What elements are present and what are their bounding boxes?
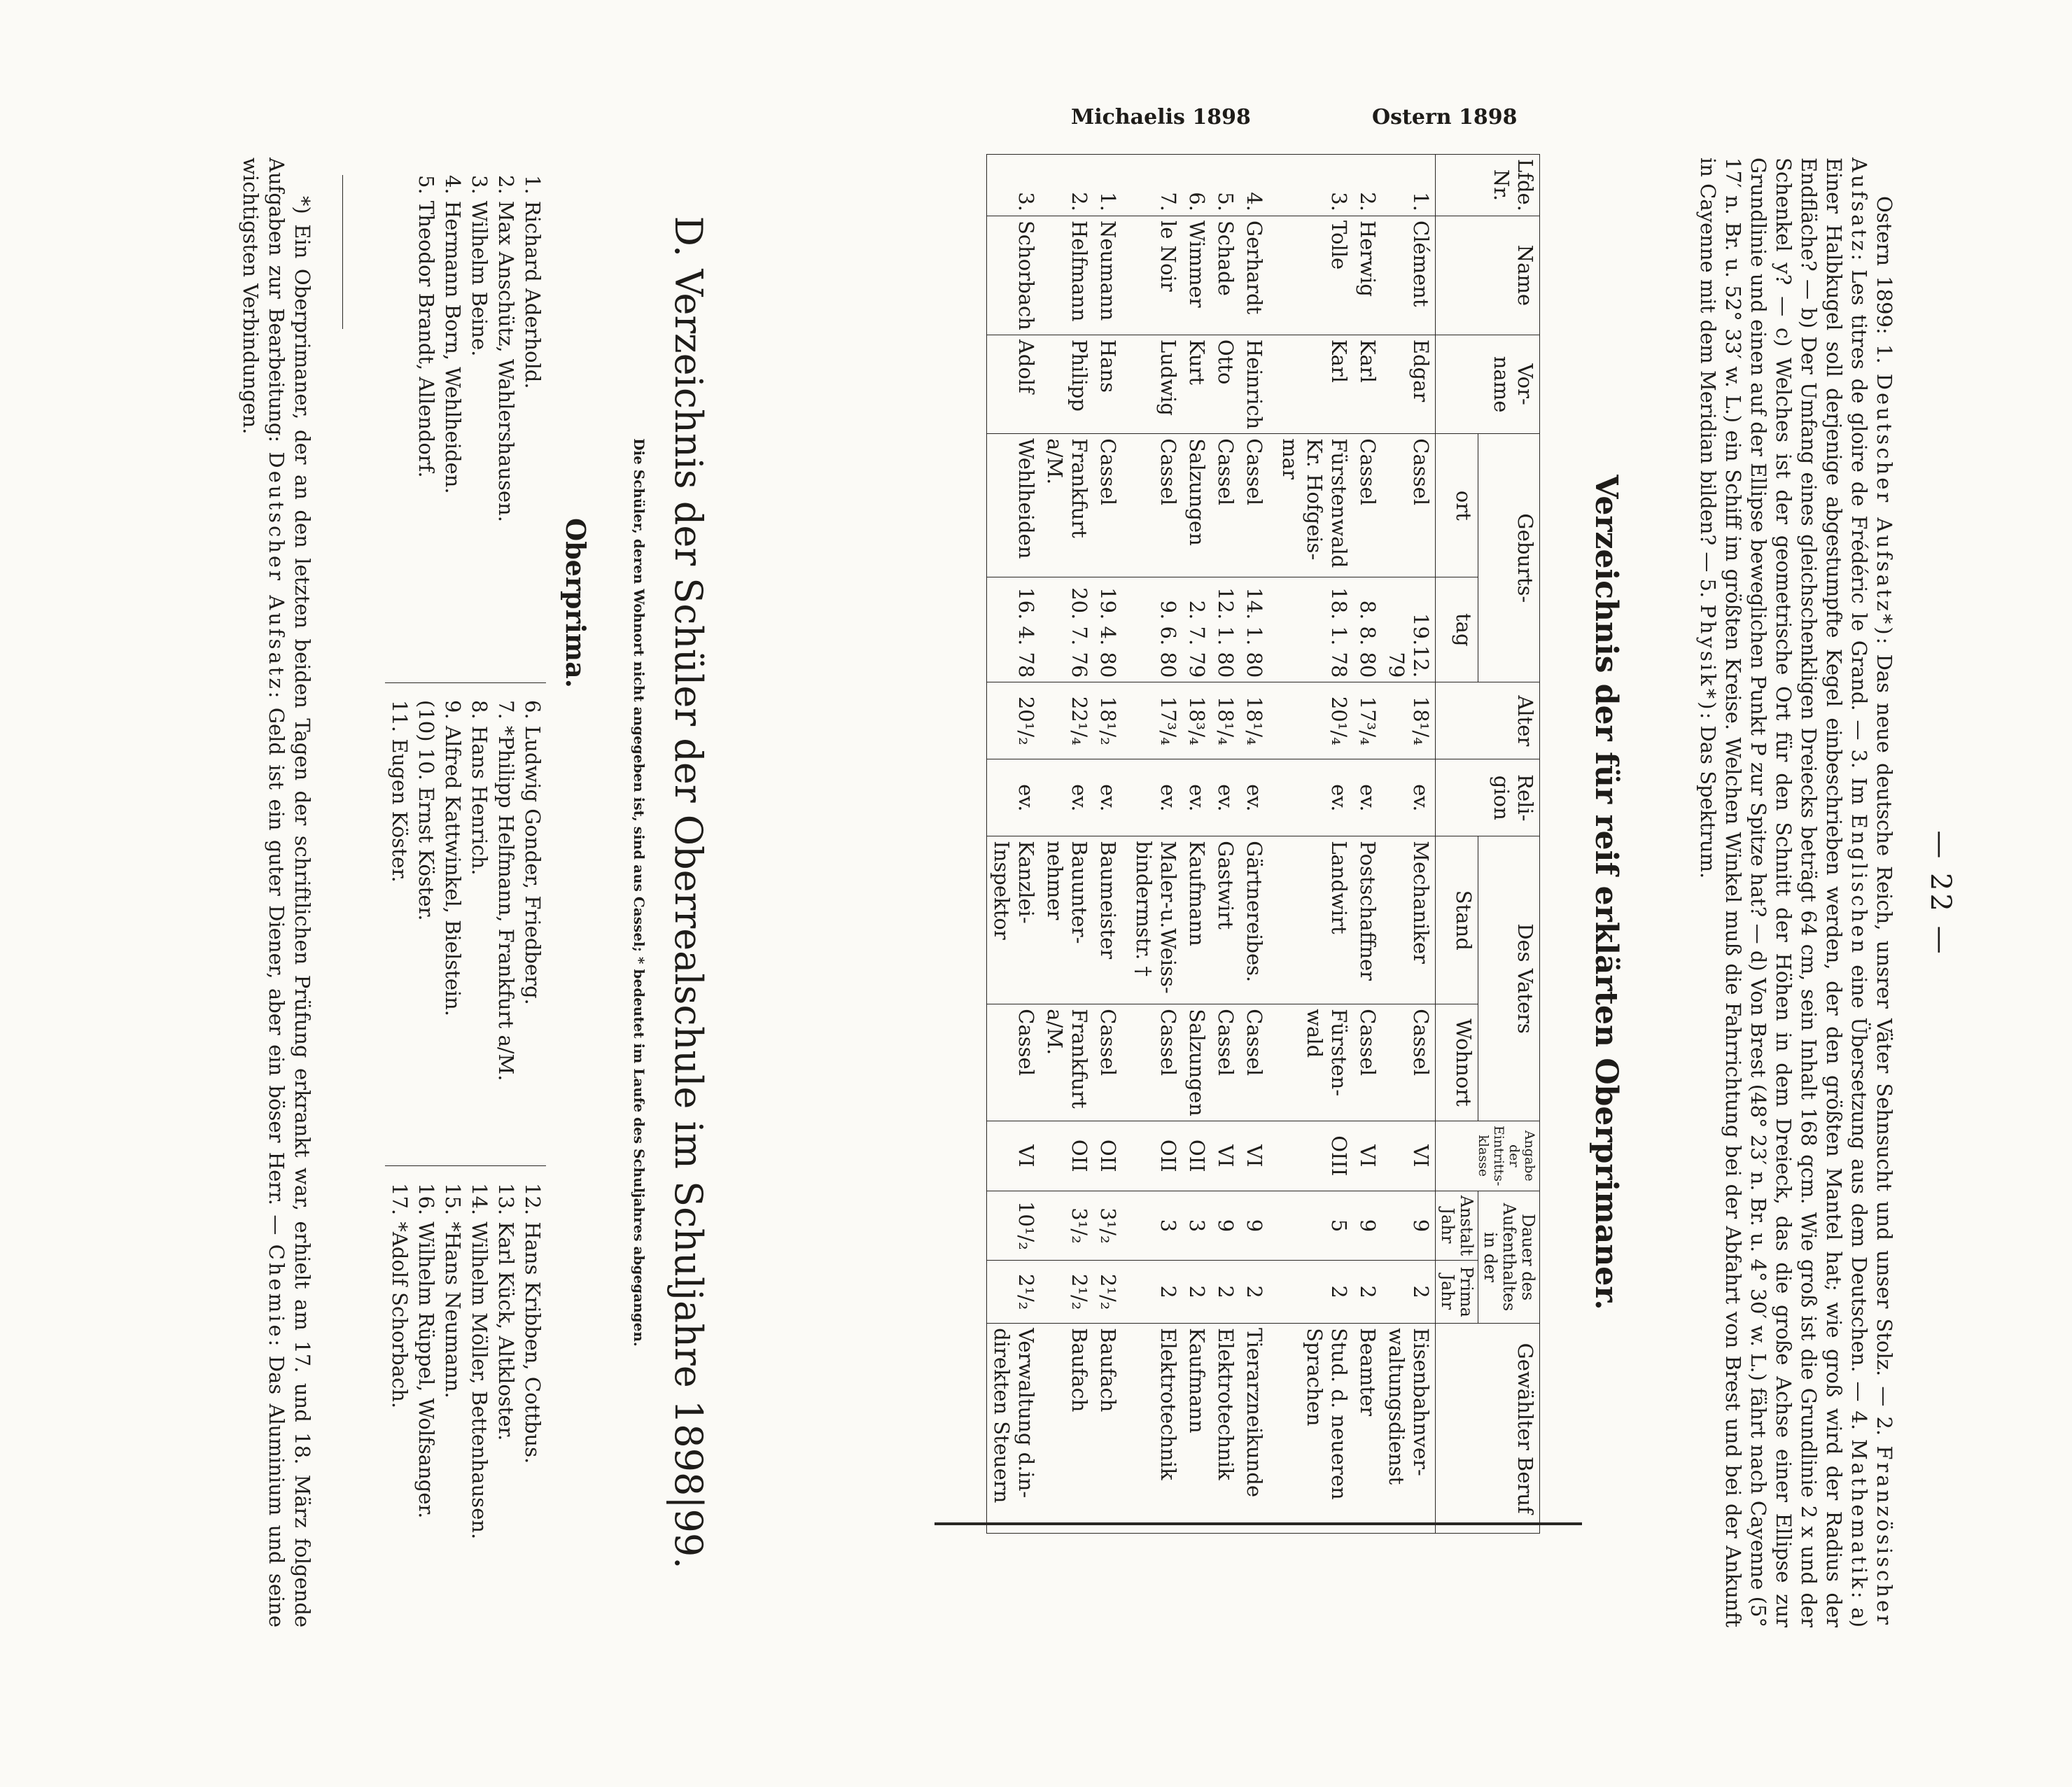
cell-anstalt: 3 — [1129, 1191, 1182, 1260]
cell-religion: ev. — [1040, 759, 1093, 836]
cell-vorname: Philipp — [1040, 335, 1093, 433]
cell-nr: 1. — [1093, 155, 1122, 216]
cell-nr: 3. — [987, 155, 1041, 216]
cell-wohnort: Cassel — [1211, 1004, 1240, 1121]
separator-cell — [1268, 1004, 1275, 1121]
separator-cell — [1268, 335, 1275, 433]
col-header-alter: Alter — [1436, 682, 1540, 759]
cell-vorname: Heinrich — [1240, 335, 1268, 433]
table-row — [987, 155, 1041, 1534]
cell-stand: Landwirt — [1275, 836, 1353, 1004]
separator-cell — [1268, 216, 1275, 335]
table-row — [1182, 155, 1211, 1534]
separator-cell — [1268, 836, 1275, 1004]
cell-beruf: Elektrotechnik — [1211, 1324, 1240, 1534]
cell-wohnort: Salzungen — [1182, 1004, 1211, 1121]
separator-cell — [1122, 1191, 1129, 1260]
cell-klasse: VI — [1382, 1121, 1436, 1191]
cell-name: Schorbach — [987, 216, 1041, 335]
cell-nr: 7. — [1129, 155, 1182, 216]
cell-prima: 2 — [1129, 1261, 1182, 1324]
cell-nr: 2. — [1040, 155, 1093, 216]
student-column-1 — [413, 175, 546, 522]
separator-cell — [1122, 1261, 1129, 1324]
separator-cell — [1268, 1261, 1275, 1324]
cell-anstalt: 3 — [1182, 1191, 1211, 1260]
student-entry: 14. Wilhelm Möller, Bettenhausen. — [468, 1183, 491, 1540]
col-header-geburts: Geburts- — [1478, 434, 1540, 682]
col-header-eintritt: Angabe der Eintritts-klasse — [1436, 1121, 1540, 1191]
cell-stand: Mechaniker — [1382, 836, 1436, 1004]
cell-ort: Cassel — [1353, 434, 1382, 577]
cell-vorname: Adolf — [987, 335, 1041, 433]
cell-religion: ev. — [1129, 759, 1182, 836]
cell-vorname: Otto — [1211, 335, 1240, 433]
cell-alter: 18³/₄ — [1182, 682, 1211, 759]
cell-stand: Postschaffner — [1353, 836, 1382, 1004]
table-row — [1240, 155, 1268, 1534]
cell-prima: 2¹/₂ — [1040, 1261, 1093, 1324]
cell-anstalt: 10¹/₂ — [987, 1191, 1041, 1260]
cell-religion: ev. — [1382, 759, 1436, 836]
cell-beruf: Eisenbahnver-waltungsdienst — [1382, 1324, 1436, 1534]
col-header-wohnort: Wohnort — [1436, 1004, 1478, 1121]
cell-wohnort: Cassel — [1240, 1004, 1268, 1121]
table-row — [1129, 155, 1182, 1534]
footnote-rule — [342, 175, 343, 329]
footnote-text: : Das Aluminium und seine wichtigsten Verbindungen. — [239, 157, 288, 1627]
subject-label: Französischer Aufsatz — [1847, 157, 1896, 1627]
cell-name: le Noir — [1129, 216, 1182, 335]
cell-vorname: Kurt — [1182, 335, 1211, 433]
cell-wohnort: Cassel — [1093, 1004, 1122, 1121]
group-separator — [1122, 155, 1129, 1534]
cell-name: Tolle — [1275, 216, 1353, 335]
intro-text: : Das Spektrum. — [1696, 712, 1720, 879]
student-entry: 5. Theodor Brandt, Allendorf. — [414, 175, 438, 478]
graduates-table — [986, 154, 1540, 1534]
cell-religion: ev. — [1211, 759, 1240, 836]
subject-label: Deutscher Aufsatz — [265, 451, 288, 692]
cell-prima: 2 — [1353, 1261, 1382, 1324]
cell-stand: Baumeister — [1093, 836, 1122, 1004]
subject-label: Mathematik — [1847, 1438, 1871, 1592]
cell-religion: ev. — [987, 759, 1041, 836]
cell-tag: 9. 6. 80 — [1129, 577, 1182, 682]
intro-text: Ostern 1899: 1. — [1872, 196, 1896, 374]
col-header-name: Name — [1436, 216, 1540, 335]
cell-prima: 2 — [1182, 1261, 1211, 1324]
cell-nr: 5. — [1211, 155, 1240, 216]
student-entry: (10) 10. Ernst Köster. — [414, 700, 438, 921]
table-row — [1211, 155, 1240, 1534]
page-number: — 22 — — [1924, 830, 1956, 957]
cell-tag: 14. 1. 80 — [1240, 577, 1268, 682]
group-separator — [1268, 155, 1275, 1534]
cell-beruf: Elektrotechnik — [1129, 1324, 1182, 1534]
col-header-nr: Lfde. Nr. — [1436, 155, 1540, 216]
separator-cell — [1268, 577, 1275, 682]
cell-ort: Salzungen — [1182, 434, 1211, 577]
student-entry: 16. Wilhelm Rüppel, Wolfsanger. — [414, 1183, 438, 1519]
cell-name: Wimmer — [1182, 216, 1211, 335]
cell-tag: 16. 4. 78 — [987, 577, 1041, 682]
student-entry: 7. *Philipp Helfmann, Frankfurt a/M. — [494, 700, 518, 1081]
cell-stand: Gastwirt — [1211, 836, 1240, 1004]
separator-cell — [1268, 1191, 1275, 1260]
cell-nr: 4. — [1240, 155, 1268, 216]
cell-beruf: Tierarzneikunde — [1240, 1324, 1268, 1534]
separator-cell — [1268, 682, 1275, 759]
col-header-vaters: Des Vaters — [1478, 836, 1540, 1121]
col-header-stand: Stand — [1436, 836, 1478, 1004]
cell-alter: 17³/₄ — [1353, 682, 1382, 759]
cell-alter: 18¹/₂ — [1093, 682, 1122, 759]
footnote — [237, 157, 315, 1627]
group-label-ostern: Ostern 1898 — [1372, 105, 1518, 129]
cell-wohnort: Cassel — [1382, 1004, 1436, 1121]
cell-religion: ev. — [1275, 759, 1353, 836]
section-title: Verzeichnis der für reif erklärten Oberprimaner. — [1588, 475, 1624, 1310]
cell-stand: Maler-u.Weiss-bindermstr. † — [1129, 836, 1182, 1004]
separator-cell — [1122, 155, 1129, 216]
col-header-dauer: Dauer des Aufenthaltes in der — [1478, 1191, 1540, 1323]
separator-cell — [1122, 1121, 1129, 1191]
cell-prima: 2¹/₂ — [987, 1261, 1041, 1324]
cell-ort: Fürstenwald Kr. Hofgeis-mar — [1275, 434, 1353, 577]
cell-anstalt: 9 — [1382, 1191, 1436, 1260]
table-row — [1093, 155, 1122, 1534]
cell-prima: 2 — [1211, 1261, 1240, 1324]
cell-ort: Cassel — [1129, 434, 1182, 577]
cell-anstalt: 9 — [1353, 1191, 1382, 1260]
cell-alter: 22¹/₄ — [1040, 682, 1093, 759]
col-header-religion: Reli-gion — [1436, 759, 1540, 836]
column-divider — [385, 682, 546, 683]
cell-klasse: OIII — [1275, 1121, 1353, 1191]
cell-wohnort: Frankfurt a/M. — [1040, 1004, 1093, 1121]
student-entry: 8. Hans Henrich. — [468, 700, 491, 876]
cell-alter: 20¹/₂ — [987, 682, 1041, 759]
separator-cell — [1268, 155, 1275, 216]
cell-vorname: Hans — [1093, 335, 1122, 433]
cell-name: Neumann — [1093, 216, 1122, 335]
list-title: D. Verzeichnis der Schüler der Oberrealschule im Schuljahre 1898|99. — [666, 216, 710, 1569]
intro-text: : Das neue deutsche Reich, unsrer Väter Sehnsucht und unser Stolz. — 2. — [1872, 637, 1896, 1446]
separator-cell — [1122, 1324, 1129, 1534]
cell-stand: Gärtnereibes. — [1240, 836, 1268, 1004]
cell-anstalt: 3¹/₂ — [1093, 1191, 1122, 1260]
class-heading: Oberprima. — [560, 518, 592, 688]
cell-ort: Cassel — [1211, 434, 1240, 577]
graduates-table-body — [987, 155, 1436, 1534]
subject-label: Chemie — [265, 1244, 288, 1340]
cell-prima: 2 — [1240, 1261, 1268, 1324]
subject-label: Physik*) — [1696, 604, 1720, 713]
intro-text: eine Übersetzung aus dem Deutschen. — 4. — [1847, 955, 1871, 1439]
cell-alter: 20¹/₄ — [1275, 682, 1353, 759]
cell-ort: Frankfurt a/M. — [1040, 434, 1093, 577]
separator-cell — [1122, 682, 1129, 759]
cell-religion: ev. — [1093, 759, 1122, 836]
cell-anstalt: 3¹/₂ — [1040, 1191, 1093, 1260]
cell-alter: 18¹/₄ — [1240, 682, 1268, 759]
cell-name: Schade — [1211, 216, 1240, 335]
cell-wohnort: Cassel — [987, 1004, 1041, 1121]
cell-name: Clément — [1382, 216, 1436, 335]
cell-beruf: Stud. d. neueren Sprachen — [1275, 1324, 1353, 1534]
cell-klasse: OII — [1129, 1121, 1182, 1191]
cell-wohnort: Fürsten-wald — [1275, 1004, 1353, 1121]
cell-wohnort: Cassel — [1353, 1004, 1382, 1121]
cell-stand: Kaufmann — [1182, 836, 1211, 1004]
separator-cell — [1122, 434, 1129, 577]
cell-name: Gerhardt — [1240, 216, 1268, 335]
student-entry: 12. Hans Kribben, Cottbus. — [521, 1183, 545, 1464]
footnote-text: *) Ein Oberprimaner, der an den letzten beiden Tagen der schriftlichen Prüfung erkrankt war, erhielt am 17. und 18. März folgende Aufgaben zur Bearbeitung: — [265, 157, 314, 1627]
cell-anstalt: 9 — [1240, 1191, 1268, 1260]
cell-religion: ev. — [1182, 759, 1211, 836]
cell-tag: 8. 8. 80 — [1353, 577, 1382, 682]
cell-stand: Kanzlei-Inspektor — [987, 836, 1041, 1004]
col-header-ort: ort — [1436, 434, 1478, 577]
col-header-prima: Prima Jahr — [1436, 1261, 1478, 1324]
cell-klasse: VI — [1353, 1121, 1382, 1191]
student-entry: 3. Wilhelm Beine. — [468, 175, 491, 357]
student-entry: 9. Alfred Kattwinkel, Bielstein. — [441, 700, 465, 1017]
student-entry: 1. Richard Aderhold. — [521, 175, 545, 389]
cell-vorname: Ludwig — [1129, 335, 1182, 433]
cell-tag: 12. 1. 80 — [1211, 577, 1240, 682]
cell-klasse: VI — [987, 1121, 1041, 1191]
cell-tag: 19. 4. 80 — [1093, 577, 1122, 682]
student-entry: 4. Hermann Born, Wehlheiden. — [441, 175, 465, 494]
subject-label: Deutscher Aufsatz*) — [1872, 373, 1896, 638]
cell-religion: ev. — [1353, 759, 1382, 836]
separator-cell — [1122, 759, 1129, 836]
cell-prima: 2¹/₂ — [1093, 1261, 1122, 1324]
cell-klasse: OII — [1040, 1121, 1093, 1191]
cell-ort: Cassel — [1093, 434, 1122, 577]
cell-vorname: Edgar — [1382, 335, 1436, 433]
cell-ort: Cassel — [1382, 434, 1436, 577]
table-row — [1040, 155, 1093, 1534]
separator-cell — [1268, 1121, 1275, 1191]
student-entry: 6. Ludwig Gonder, Friedberg. — [521, 700, 545, 1005]
cell-vorname: Karl — [1275, 335, 1353, 433]
cell-nr: 6. — [1182, 155, 1211, 216]
cell-beruf: Baufach — [1093, 1324, 1122, 1534]
cell-alter: 17³/₄ — [1129, 682, 1182, 759]
cell-beruf: Verwaltung d.in-direkten Steuern — [987, 1324, 1041, 1534]
student-entry: 15. *Hans Neumann. — [441, 1183, 465, 1399]
cell-alter: 18¹/₄ — [1382, 682, 1436, 759]
footnote-text: : Geld ist ein guter Diener, aber ein böser Herr. — — [265, 691, 288, 1245]
cell-nr: 3. — [1275, 155, 1353, 216]
cell-beruf: Beamter — [1353, 1324, 1382, 1534]
col-header-tag: tag — [1436, 577, 1478, 682]
cell-nr: 2. — [1353, 155, 1382, 216]
student-column-3 — [386, 1183, 546, 1539]
column-divider — [385, 1165, 546, 1166]
table-row — [1353, 155, 1382, 1534]
student-entry: 2. Max Anschütz, Wahlershausen. — [494, 175, 518, 522]
cell-wohnort: Cassel — [1129, 1004, 1182, 1121]
cell-prima: 2 — [1275, 1261, 1353, 1324]
cell-name: Helfmann — [1040, 216, 1093, 335]
subject-label: Englischen — [1847, 813, 1871, 956]
separator-cell — [1268, 759, 1275, 836]
student-entry: 11. Eugen Köster. — [388, 700, 412, 883]
cell-prima: 2 — [1382, 1261, 1436, 1324]
separator-cell — [1268, 1324, 1275, 1534]
cell-beruf: Kaufmann — [1182, 1324, 1211, 1534]
student-entry: 17. *Adolf Schorbach. — [388, 1183, 412, 1409]
cell-nr: 1. — [1382, 155, 1436, 216]
cell-beruf: Baufach — [1040, 1324, 1093, 1534]
cell-vorname: Karl — [1353, 335, 1382, 433]
cell-tag: 2. 7. 79 — [1182, 577, 1211, 682]
student-entry: 13. Karl Kück, Altkloster. — [494, 1183, 518, 1441]
cell-klasse: OII — [1182, 1121, 1211, 1191]
group-label-michaelis: Michaelis 1898 — [1071, 105, 1251, 129]
separator-cell — [1268, 434, 1275, 577]
separator-cell — [1122, 1004, 1129, 1121]
cell-alter: 18¹/₄ — [1211, 682, 1240, 759]
separator-cell — [1122, 836, 1129, 1004]
exam-topics-paragraph — [1695, 157, 1897, 1627]
separator-cell — [1122, 216, 1129, 335]
list-note: Die Schüler, deren Wohnort nicht angegeben ist, sind aus Cassel; * bedeutet im Laufe des Schuljahres abgegangen. — [631, 438, 648, 1347]
intro-text: : a) Einer Halbkugel soll derjenige abgestumpfte Kegel einbeschrieben werden, der den größten Mantel hat; wie groß wird der Radius der Endfläche? — b) Der Umfang eines gleichschenkligen Dreiecks beträgt 64 cm, sein Inhalt 168 qcm. Wie groß ist die Grundlinie 2 x und der Schenkel y? — c) Welches ist der geometrische Ort für den Schnitt der Höhen in dem Dreieck, das die große Achse einer Ellipse zur Grundlinie und einen auf der Ellipse beweglichen Punkt P zur Spitze hat? — d) Von Brest (48° 23′ n. Br. u. 4° 30′ w. L.) fährt nach Cayenne (5° 17′ n. Br. u. 52° 33′ w. L.) ein Schiff im größten Kreise. Welchen Winkel muß die Fahrrichtung bei der Abfahrt von Brest und bei der Ankunft in Cayenne mit dem Meridian bilden? — 5. — [1696, 157, 1871, 1628]
cell-anstalt: 9 — [1211, 1191, 1240, 1260]
separator-cell — [1122, 577, 1129, 682]
cell-klasse: OII — [1093, 1121, 1122, 1191]
separator-cell — [1122, 335, 1129, 433]
student-column-2 — [386, 700, 546, 1081]
table-row — [1382, 155, 1436, 1534]
cell-tag: 20. 7. 76 — [1040, 577, 1093, 682]
cell-anstalt: 5 — [1275, 1191, 1353, 1260]
table-row — [1275, 155, 1353, 1534]
col-header-vorname: Vor-name — [1436, 335, 1540, 433]
cell-name: Herwig — [1353, 216, 1382, 335]
cell-ort: Wehlheiden — [987, 434, 1041, 577]
cell-klasse: VI — [1211, 1121, 1240, 1191]
cell-ort: Cassel — [1240, 434, 1268, 577]
cell-stand: Bauunter-nehmer — [1040, 836, 1093, 1004]
cell-religion: ev. — [1240, 759, 1268, 836]
intro-text: : Les titres de gloire de Frédéric le Grand. — 3. Im — [1847, 253, 1871, 814]
col-header-beruf: Gewählter Beruf — [1436, 1324, 1540, 1534]
col-header-anstalt: Anstalt Jahr — [1436, 1191, 1478, 1260]
cell-klasse: VI — [1240, 1121, 1268, 1191]
cell-tag: 19.12. 79 — [1382, 577, 1436, 682]
cell-tag: 18. 1. 78 — [1275, 577, 1353, 682]
